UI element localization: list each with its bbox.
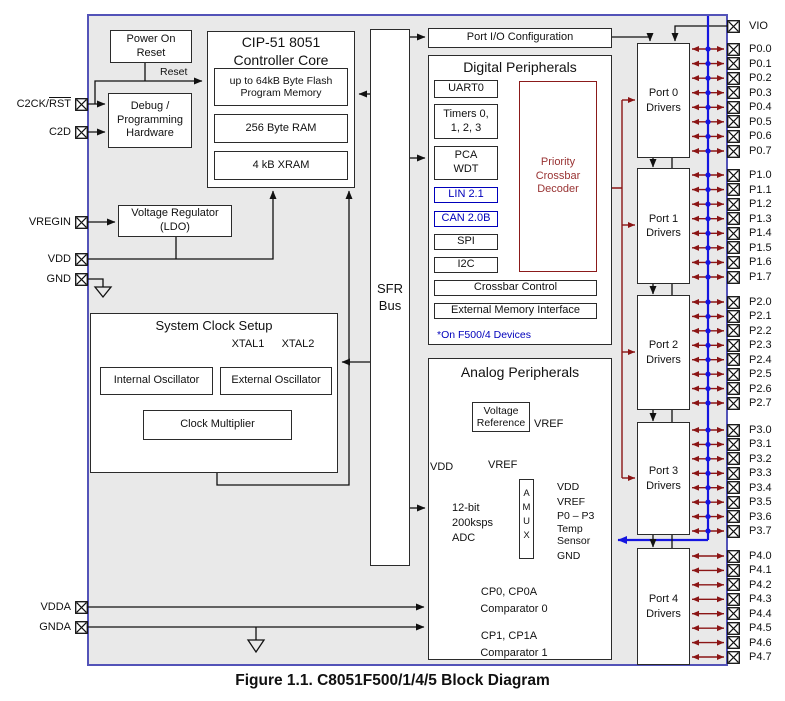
amux-input-vdd: VDD [557, 481, 580, 493]
pin-right-vio [727, 19, 785, 33]
pin-label: P2.0 [749, 296, 772, 308]
pin-right-p11 [727, 183, 785, 197]
crossbar-control-block: Crossbar Control [434, 280, 597, 296]
pin-symbol-icon [727, 241, 740, 254]
pin-symbol-icon [75, 126, 88, 139]
port-4-drivers-block: Port 4 Drivers [637, 548, 690, 665]
cip51-core-title: CIP-51 8051 Controller Core [233, 34, 329, 68]
pin-label: P4.0 [749, 550, 772, 562]
sfr-bus: SFR Bus [370, 29, 410, 566]
pin-symbol-icon [727, 43, 740, 56]
pin-right-p47 [727, 650, 785, 664]
pin-left-vdda [0, 600, 88, 614]
pin-label: P4.7 [749, 651, 772, 663]
port-2-drivers-block: Port 2 Drivers [637, 295, 690, 410]
xram-block: 4 kB XRAM [214, 151, 348, 180]
pin-label: P0.6 [749, 130, 772, 143]
pin-symbol-icon [727, 324, 740, 337]
pin-right-p07 [727, 144, 785, 158]
pin-label: P4.4 [749, 607, 772, 620]
pin-right-p37 [727, 524, 785, 538]
pin-left-c2ckrst [0, 97, 88, 111]
flash-block: up to 64kB Byte Flash Program Memory [214, 68, 348, 106]
amux-input-gnd: GND [557, 550, 581, 562]
pin-label: P0.3 [749, 86, 772, 99]
pin-symbol-icon [727, 467, 740, 480]
pin-right-p15 [727, 241, 785, 255]
pin-label: VREGIN [28, 216, 71, 228]
pin-right-p35 [727, 495, 785, 509]
pin-label: P0.5 [749, 115, 772, 128]
pin-label: P3.6 [749, 510, 772, 523]
pin-symbol-icon [727, 622, 740, 635]
pin-symbol-icon [727, 145, 740, 158]
pin-right-p32 [727, 452, 785, 466]
pin-symbol-icon [727, 593, 740, 606]
pin-label: P2.2 [749, 324, 772, 337]
pin-left-vregin [0, 215, 88, 229]
comparator1-label: Comparator 1 [480, 647, 548, 659]
switch-vdd-label: VDD [430, 461, 454, 473]
vref-output-label: VREF [534, 418, 564, 430]
figure-caption: Figure 1.1. C8051F500/1/4/5 Block Diagram [235, 672, 550, 689]
pin-symbol-icon [727, 651, 740, 664]
external-memory-interface-block: External Memory Interface [434, 303, 597, 319]
pin-label: $C2CK/\overline{RST}$ [16, 98, 71, 110]
pin-symbol-icon [727, 212, 740, 225]
pin-label: P1.0 [749, 169, 772, 181]
pin-right-p46 [727, 636, 785, 650]
pin-right-p43 [727, 592, 785, 606]
pin-right-p33 [727, 466, 785, 480]
pin-symbol-icon [727, 424, 740, 437]
timers-block: Timers 0, 1, 2, 3 [434, 104, 498, 139]
cp1-signals-label: CP1, CP1A [480, 630, 538, 642]
pin-symbol-icon [727, 607, 740, 620]
pin-symbol-icon [727, 198, 740, 211]
pin-label: P1.3 [749, 212, 772, 225]
pin-symbol-icon [727, 271, 740, 284]
pin-label: P3.5 [749, 496, 772, 509]
pin-right-p23 [727, 338, 785, 352]
external-oscillator-block: External Oscillator [220, 367, 332, 395]
pin-symbol-icon [727, 310, 740, 323]
pin-symbol-icon [75, 621, 88, 634]
pin-symbol-icon [727, 438, 740, 451]
pin-symbol-icon [727, 496, 740, 509]
pin-label: P3.0 [749, 424, 772, 436]
pin-symbol-icon [727, 397, 740, 410]
pin-right-p06 [727, 129, 785, 143]
pin-label: P3.3 [749, 467, 772, 480]
pin-right-p44 [727, 607, 785, 621]
pin-label: P4.1 [749, 564, 772, 577]
pin-right-p16 [727, 255, 785, 269]
can-block: CAN 2.0B [434, 211, 498, 227]
system-clock-title: System Clock Setup [155, 318, 273, 333]
pin-label: P3.7 [749, 525, 772, 537]
pin-symbol-icon [75, 253, 88, 266]
pin-right-p02 [727, 71, 785, 85]
pin-label: P2.7 [749, 397, 772, 409]
pin-right-p42 [727, 578, 785, 592]
pin-right-p25 [727, 367, 785, 381]
pin-right-p40 [727, 549, 785, 563]
cp0-signals-label: CP0, CP0A [480, 586, 538, 598]
pin-label: P4.3 [749, 593, 772, 606]
pin-label: P0.0 [749, 43, 772, 55]
pin-right-p10 [727, 168, 785, 182]
amux-input-vref: VREF [557, 496, 586, 508]
port-0-drivers-block: Port 0 Drivers [637, 43, 690, 158]
pin-right-p34 [727, 481, 785, 495]
xtal1-label: XTAL1 [231, 338, 265, 350]
pin-symbol-icon [727, 256, 740, 269]
pin-symbol-icon [727, 130, 740, 143]
pin-symbol-icon [727, 368, 740, 381]
pin-right-p22 [727, 324, 785, 338]
pin-symbol-icon [727, 636, 740, 649]
pin-symbol-icon [727, 525, 740, 538]
pin-label: P1.7 [749, 271, 772, 283]
pin-label: P0.4 [749, 101, 772, 114]
analog-peripherals-title: Analog Peripherals [460, 364, 580, 380]
pin-symbol-icon [75, 216, 88, 229]
pin-right-p30 [727, 423, 785, 437]
pin-symbol-icon [75, 98, 88, 111]
pin-right-p26 [727, 382, 785, 396]
pin-label: P1.6 [749, 256, 772, 269]
pin-symbol-icon [727, 72, 740, 85]
pin-symbol-icon [727, 578, 740, 591]
pin-left-c2d [0, 125, 88, 139]
port-io-config-block: Port I/O Configuration [428, 28, 612, 48]
comparator0-label: Comparator 0 [480, 603, 548, 615]
pca-wdt-block: PCA WDT [434, 146, 498, 180]
pin-right-p45 [727, 621, 785, 635]
pin-right-p36 [727, 510, 785, 524]
spi-block: SPI [434, 234, 498, 250]
port-3-drivers-block: Port 3 Drivers [637, 422, 690, 535]
pin-right-p27 [727, 396, 785, 410]
pin-symbol-icon [727, 510, 740, 523]
pin-label: P1.2 [749, 198, 772, 211]
pin-label: C2D [48, 126, 71, 138]
pin-symbol-icon [727, 227, 740, 240]
pin-left-vdd [0, 252, 88, 266]
pin-label: P3.4 [749, 481, 772, 494]
pin-label: P4.2 [749, 578, 772, 591]
pin-symbol-icon [75, 273, 88, 286]
pin-right-p14 [727, 226, 785, 240]
pin-right-p12 [727, 197, 785, 211]
pin-symbol-icon [727, 296, 740, 309]
pin-symbol-icon [727, 57, 740, 70]
pin-right-p31 [727, 437, 785, 451]
pin-right-p03 [727, 86, 785, 100]
clock-multiplier-block: Clock Multiplier [143, 410, 292, 440]
pin-right-p21 [727, 309, 785, 323]
pin-label: VDDA [40, 601, 71, 613]
pin-right-p01 [727, 57, 785, 71]
pin-label: P2.1 [749, 310, 772, 323]
pin-label: P4.5 [749, 622, 772, 635]
pin-label: P2.6 [749, 382, 772, 395]
pin-label: VDD [47, 253, 71, 265]
voltage-reference-block: Voltage Reference [472, 402, 530, 432]
pin-left-gnd [0, 272, 88, 286]
pin-label: P3.2 [749, 452, 772, 465]
pin-right-p20 [727, 295, 785, 309]
amux-input-ports: P0 – P3 [557, 510, 595, 522]
pin-symbol-icon [727, 353, 740, 366]
pin-label: P0.1 [749, 57, 772, 70]
pin-right-p17 [727, 270, 785, 284]
pin-label: P1.1 [749, 183, 772, 196]
pin-symbol-icon [727, 564, 740, 577]
pin-left-gnda [0, 620, 88, 634]
pin-label: P1.4 [749, 227, 772, 240]
pin-symbol-icon [727, 101, 740, 114]
pin-label: P0.7 [749, 145, 772, 157]
pin-right-p41 [727, 563, 785, 577]
pin-label: P4.6 [749, 636, 772, 649]
pin-symbol-icon [727, 339, 740, 352]
pin-right-p05 [727, 115, 785, 129]
pin-symbol-icon [727, 115, 740, 128]
internal-oscillator-block: Internal Oscillator [100, 367, 213, 395]
voltage-regulator-block: Voltage Regulator (LDO) [118, 205, 232, 237]
switch-vref-label: VREF [488, 459, 518, 471]
devices-footnote: *On F500/4 Devices [437, 329, 531, 341]
pin-label: P2.3 [749, 339, 772, 352]
pin-label: GND [46, 273, 71, 285]
reset-label: Reset [160, 66, 188, 78]
ram-block: 256 Byte RAM [214, 114, 348, 143]
pin-label: P3.1 [749, 438, 772, 451]
pin-label: P2.4 [749, 353, 772, 366]
pin-right-p13 [727, 212, 785, 226]
pin-right-p00 [727, 42, 785, 56]
pin-label: GNDA [39, 621, 71, 633]
uart0-block: UART0 [434, 80, 498, 98]
pin-label: P1.5 [749, 241, 772, 254]
pin-symbol-icon [727, 20, 740, 33]
adc-label: 12-bit 200ksps ADC [452, 502, 493, 544]
xtal2-label: XTAL2 [281, 338, 315, 350]
digital-peripherals-title: Digital Peripherals [463, 59, 577, 75]
pin-symbol-icon [727, 481, 740, 494]
pin-label: P0.2 [749, 72, 772, 85]
debug-hardware-block: Debug / Programming Hardware [108, 93, 192, 148]
lin-block: LIN 2.1 [434, 187, 498, 203]
pin-symbol-icon [727, 550, 740, 563]
pin-symbol-icon [727, 452, 740, 465]
pin-symbol-icon [727, 86, 740, 99]
priority-crossbar-decoder-block: Priority Crossbar Decoder [519, 81, 597, 272]
port-1-drivers-block: Port 1 Drivers [637, 168, 690, 284]
pin-label: P2.5 [749, 368, 772, 381]
pin-right-p04 [727, 100, 785, 114]
amux-label: A M U X [522, 488, 531, 541]
pin-symbol-icon [727, 382, 740, 395]
i2c-block: I2C [434, 257, 498, 273]
pin-right-p24 [727, 353, 785, 367]
pin-symbol-icon [727, 169, 740, 182]
power-on-reset-block: Power On Reset [110, 30, 192, 63]
amux-input-temp: Temp Sensor [557, 523, 591, 548]
pin-label: VIO [749, 20, 768, 32]
pin-symbol-icon [75, 601, 88, 614]
pin-symbol-icon [727, 183, 740, 196]
